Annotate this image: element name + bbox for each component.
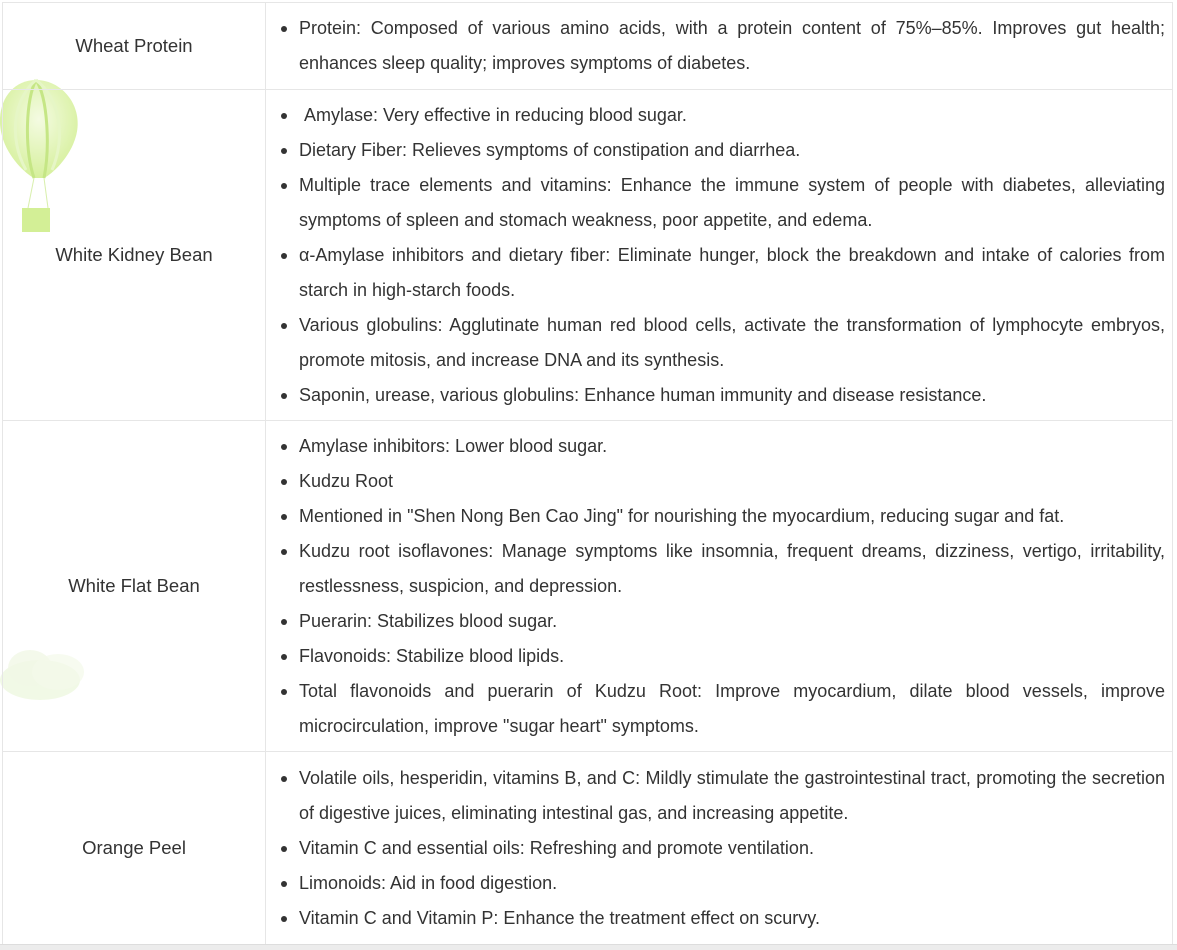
- list-item: Dietary Fiber: Relieves symptoms of constipation and diarrhea.: [299, 133, 1165, 168]
- list-item: Protein: Composed of various amino acids, with a protein content of 75%–85%. Improves gut health; enhances sleep quality; improves symptoms of diabetes.: [299, 11, 1165, 81]
- ingredient-name: Wheat Protein: [3, 3, 266, 90]
- ingredients-table: [2, 2, 1173, 945]
- ingredient-benefits: [266, 752, 1173, 945]
- list-item: Kudzu Root: [299, 464, 1165, 499]
- ingredient-name: White Kidney Bean: [3, 90, 266, 421]
- list-item: α-Amylase inhibitors and dietary fiber: Eliminate hunger, block the breakdown and intake of calories from starch in high-starch foods.: [299, 238, 1165, 308]
- table-row: [3, 421, 1173, 752]
- list-item: Limonoids: Aid in food digestion.: [299, 866, 1165, 901]
- list-item: Volatile oils, hesperidin, vitamins B, and C: Mildly stimulate the gastrointestinal tract, promoting the secretion of digestive juices, eliminating intestinal gas, and increasing appetite.: [299, 761, 1165, 831]
- list-item: Saponin, urease, various globulins: Enhance human immunity and disease resistance.: [299, 378, 1165, 413]
- list-item: Total flavonoids and puerarin of Kudzu Root: Improve myocardium, dilate blood vessels, improve microcirculation, improve "sugar heart" symptoms.: [299, 674, 1165, 744]
- list-item: Flavonoids: Stabilize blood lipids.: [299, 639, 1165, 674]
- list-item: Amylase: Very effective in reducing blood sugar.: [299, 98, 1165, 133]
- ingredient-name: Orange Peel: [3, 752, 266, 945]
- ingredient-name: White Flat Bean: [3, 421, 266, 752]
- list-item: Puerarin: Stabilizes blood sugar.: [299, 604, 1165, 639]
- list-item: Vitamin C and Vitamin P: Enhance the treatment effect on scurvy.: [299, 901, 1165, 936]
- table-row: [3, 90, 1173, 421]
- list-item: Amylase inhibitors: Lower blood sugar.: [299, 429, 1165, 464]
- list-item: Kudzu root isoflavones: Manage symptoms like insomnia, frequent dreams, dizziness, vertigo, irritability, restlessness, suspicion, and depression.: [299, 534, 1165, 604]
- list-item: Multiple trace elements and vitamins: Enhance the immune system of people with diabetes, alleviating symptoms of spleen and stomach weakness, poor appetite, and edema.: [299, 168, 1165, 238]
- benefit-list: [266, 98, 1165, 413]
- ingredient-benefits: [266, 3, 1173, 90]
- benefit-list: [266, 429, 1165, 744]
- list-item: Vitamin C and essential oils: Refreshing and promote ventilation.: [299, 831, 1165, 866]
- table-row: [3, 752, 1173, 945]
- ingredient-benefits: [266, 90, 1173, 421]
- table-row: [3, 3, 1173, 90]
- benefit-list: [266, 11, 1165, 81]
- list-item: Mentioned in "Shen Nong Ben Cao Jing" for nourishing the myocardium, reducing sugar and fat.: [299, 499, 1165, 534]
- list-item: Various globulins: Agglutinate human red blood cells, activate the transformation of lymphocyte embryos, promote mitosis, and increase DNA and its synthesis.: [299, 308, 1165, 378]
- ingredient-benefits: [266, 421, 1173, 752]
- page-bottom-divider: [0, 944, 1177, 950]
- benefit-list: [266, 761, 1165, 936]
